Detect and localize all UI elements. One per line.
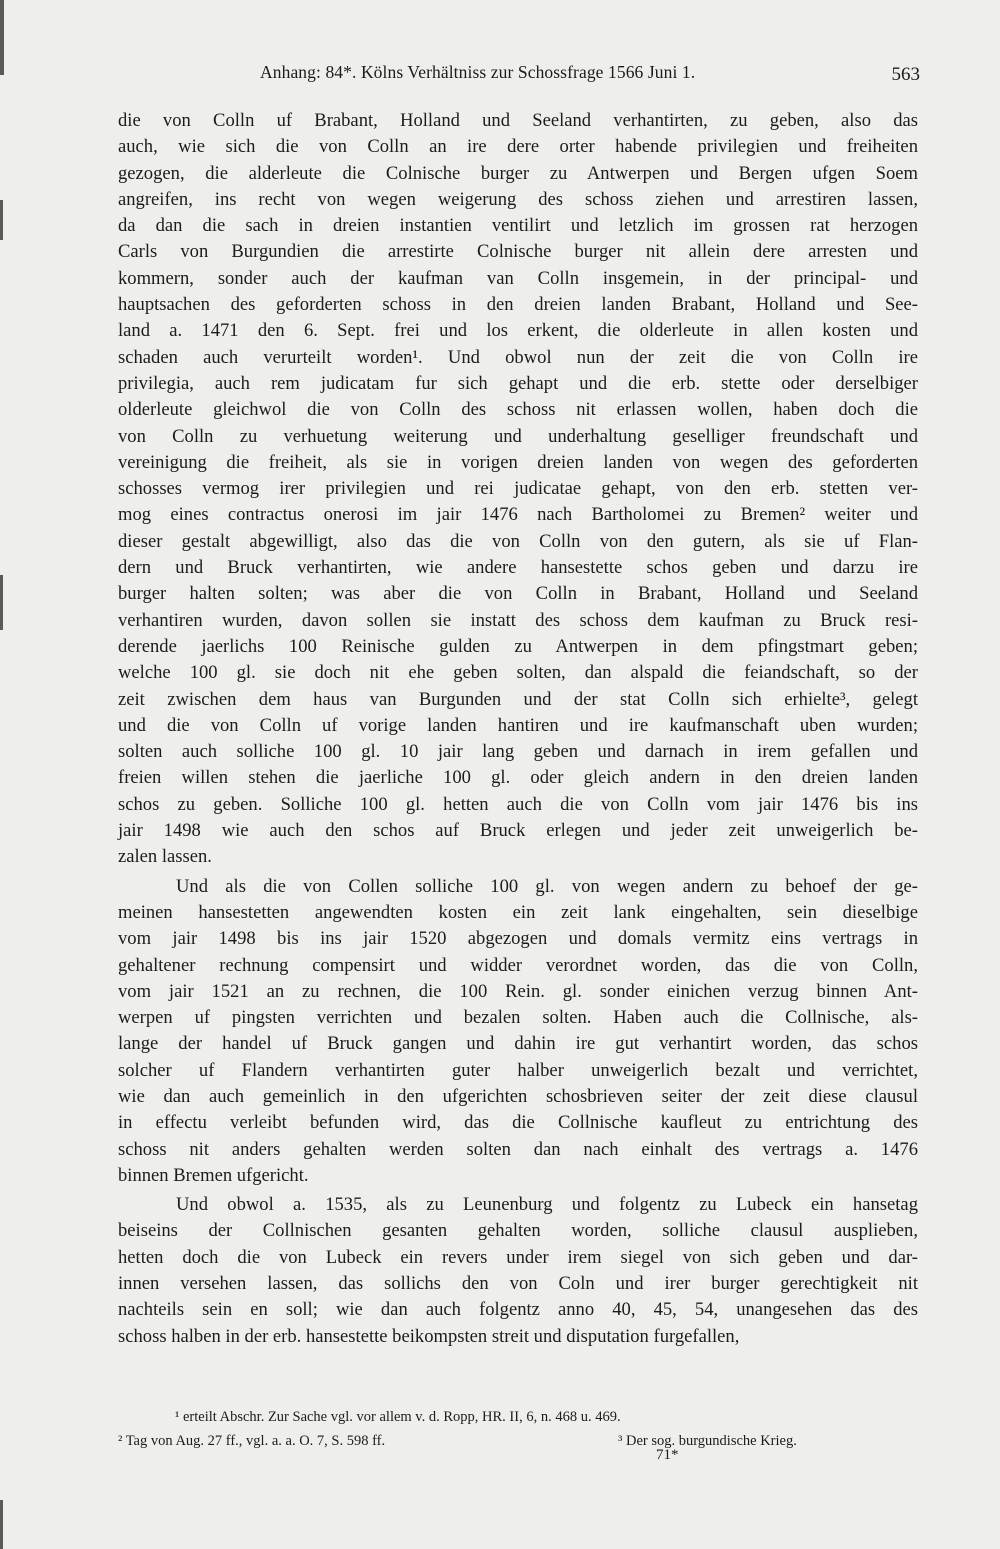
text-line: gehaltener rechnung compensirt und widder verordnet worden, das die von Colln, (118, 954, 918, 976)
footnote-3: ³ Der sog. burgundische Krieg. (618, 1433, 797, 1449)
text-line: olderleute gleichwol die von Colln des schoss nit erlassen wollen, haben doch die (118, 399, 918, 421)
text-line: land a. 1471 den 6. Sept. frei und los erkent, die olderleute in allen kosten und (118, 320, 918, 342)
text-line: schosses vermog irer privilegien und rei judicatae gehapt, von den erb. stetten ver- (118, 478, 918, 500)
text-line: von Colln zu verhuetung weiterung und underhaltung geselliger freundschaft und (118, 425, 918, 447)
text-line: freien willen stehen die jaerliche 100 gl. oder gleich andern in den dreien landen (118, 767, 918, 789)
text-line: innen versehen lassen, das sollichs den von Coln und irer burger gerechtigkeit nit (118, 1273, 918, 1295)
page-edge-shadow (0, 200, 3, 240)
text-line: zeit zwischen dem haus van Burgunden und der stat Colln sich erhielte³, gelegt (118, 688, 918, 710)
text-line: mog eines contractus onerosi im jair 1476 nach Bartholomei zu Bremen² weiter und (118, 504, 918, 526)
text-line: Und obwol a. 1535, als zu Leunenburg und folgentz zu Lubeck ein hansetag (176, 1194, 918, 1216)
page-edge-shadow (0, 1500, 3, 1549)
text-line: solten auch solliche 100 gl. 10 jair lang geben und darnach in irem gefallen und (118, 741, 918, 763)
page-number: 563 (891, 64, 920, 85)
text-line: solcher uf Flandern verhantirten guter halber unweigerlich bezalt und verrichtet, (118, 1059, 918, 1081)
page-edge-shadow (0, 0, 4, 75)
text-line: da dan die sach in dreien instantien ventilirt und letzlich im grossen rat herzogen (118, 215, 918, 237)
text-line: gezogen, die alderleute die Colnische burger zu Antwerpen und Bergen ufgen Soem (118, 162, 918, 184)
text-line: binnen Bremen ufgericht. (118, 1164, 309, 1186)
text-line: vereinigung die freiheit, als sie in vorigen dreien landen von wegen des geforderten (118, 451, 918, 473)
footnotes (118, 1405, 918, 1453)
text-line: angreifen, ins recht von wegen weigerung des schoss ziehen und arrestiren lassen, (118, 188, 918, 210)
footnote-1: ¹ erteilt Abschr. Zur Sache vgl. vor allem v. d. Ropp, HR. II, 6, n. 468 u. 469. (175, 1409, 621, 1425)
text-line: die von Colln uf Brabant, Holland und Seeland verhantirten, zu geben, also das (118, 110, 918, 131)
text-line: verhantiren wurden, davon sollen sie instatt des schoss dem kaufman zu Bruck resi- (118, 609, 918, 631)
text-line: derende jaerlichs 100 Reinische gulden zu Antwerpen in dem pfingstmart geben; (118, 635, 918, 657)
text-line: kommern, sonder auch der kaufman van Colln insgemein, in der principal- und (118, 267, 918, 289)
text-line: jair 1498 wie auch den schos auf Bruck erlegen und jeder zeit unweigerlich be- (118, 820, 918, 842)
text-line: Und als die von Collen solliche 100 gl. von wegen andern zu behoef der ge- (176, 875, 918, 897)
paragraph (118, 1192, 918, 1350)
text-line: welche 100 gl. sie doch nit ehe geben solten, dan alspald die feiandschaft, so der (118, 662, 918, 684)
text-line: schoss halben in der erb. hansestette beikompsten streit und disputation furgefallen, (118, 1325, 740, 1347)
text-line: vom jair 1521 an zu rechnen, die 100 Rein. gl. sonder einichen verzug binnen Ant- (118, 980, 918, 1002)
paragraph (118, 108, 918, 871)
text-line: beiseins der Collnischen gesanten gehalten worden, solliche clausul ausplieben, (118, 1220, 918, 1242)
page-header (260, 62, 920, 92)
running-head: Anhang: 84*. Kölns Verhältniss zur Schossfrage 1566 Juni 1. (260, 62, 696, 82)
text-line: zalen lassen. (118, 846, 212, 868)
text-line: dieser gestalt abgewilligt, also das die von Colln von den gutern, als sie uf Flan- (118, 530, 918, 552)
footnote-2: ² Tag von Aug. 27 ff., vgl. a. a. O. 7, S. 598 ff. (118, 1433, 386, 1449)
text-line: privilegia, auch rem judicatam fur sich gehapt und die erb. stette oder derselbiger (118, 372, 918, 394)
text-line: meinen hansestetten angewendten kosten ein zeit lank eingehalten, sein dieselbige (118, 901, 918, 923)
text-line: und die von Colln uf vorige landen hantiren und ire kaufmanschaft uben wurden; (118, 714, 918, 736)
text-line: burger halten solten; was aber die von Colln in Brabant, Holland und Seeland (118, 583, 918, 605)
text-line: Carls von Burgundien die arrestirte Colnische burger nit allein dere arresten und (118, 241, 918, 263)
text-line: dern und Bruck verhantirten, wie andere hansestette schos geben und darzu ire (118, 557, 918, 579)
paragraph (118, 874, 918, 1190)
text-line: in effectu verleibt befunden wird, das die Collnische kaufleut zu entrichtung des (118, 1112, 918, 1134)
page-edge-shadow (0, 575, 3, 630)
text-line: schoss nit anders gehalten werden solten dan nach einhalt des vertrags a. 1476 (118, 1138, 918, 1160)
text-line: wie dan auch gemeinlich in den ufgerichten schosbrieven seiter der zeit diese clausul (118, 1085, 918, 1107)
body-text (118, 108, 918, 1350)
signature-mark: 71* (656, 1447, 679, 1463)
text-line: lange der handel uf Bruck gangen und dahin ire gut verhantirt worden, das schos (118, 1033, 918, 1055)
text-line: schaden auch verurteilt worden¹. Und obwol nun der zeit die von Colln ire (118, 346, 918, 368)
text-line: hetten doch die von Lubeck ein revers under irem siegel von sich geben und dar- (118, 1246, 918, 1268)
text-line: vom jair 1498 bis ins jair 1520 abgezogen und domals vermitz eins vertrags in (118, 928, 918, 950)
text-line: auch, wie sich die von Colln an ire dere orter habende privilegien und freiheiten (118, 136, 918, 158)
text-line: hauptsachen des geforderten schoss in den dreien landen Brabant, Holland und See- (118, 294, 918, 316)
footnote-row (118, 1405, 918, 1429)
text-line: nachteils sein en soll; wie dan auch folgentz anno 40, 45, 54, unangesehen das des (118, 1299, 918, 1321)
footnote-row (118, 1429, 918, 1453)
text-line: werpen uf pingsten verrichten und bezalen solten. Haben auch die Collnische, als- (118, 1007, 918, 1029)
text-line: schos zu geben. Solliche 100 gl. hetten auch die von Colln vom jair 1476 bis ins (118, 793, 918, 815)
